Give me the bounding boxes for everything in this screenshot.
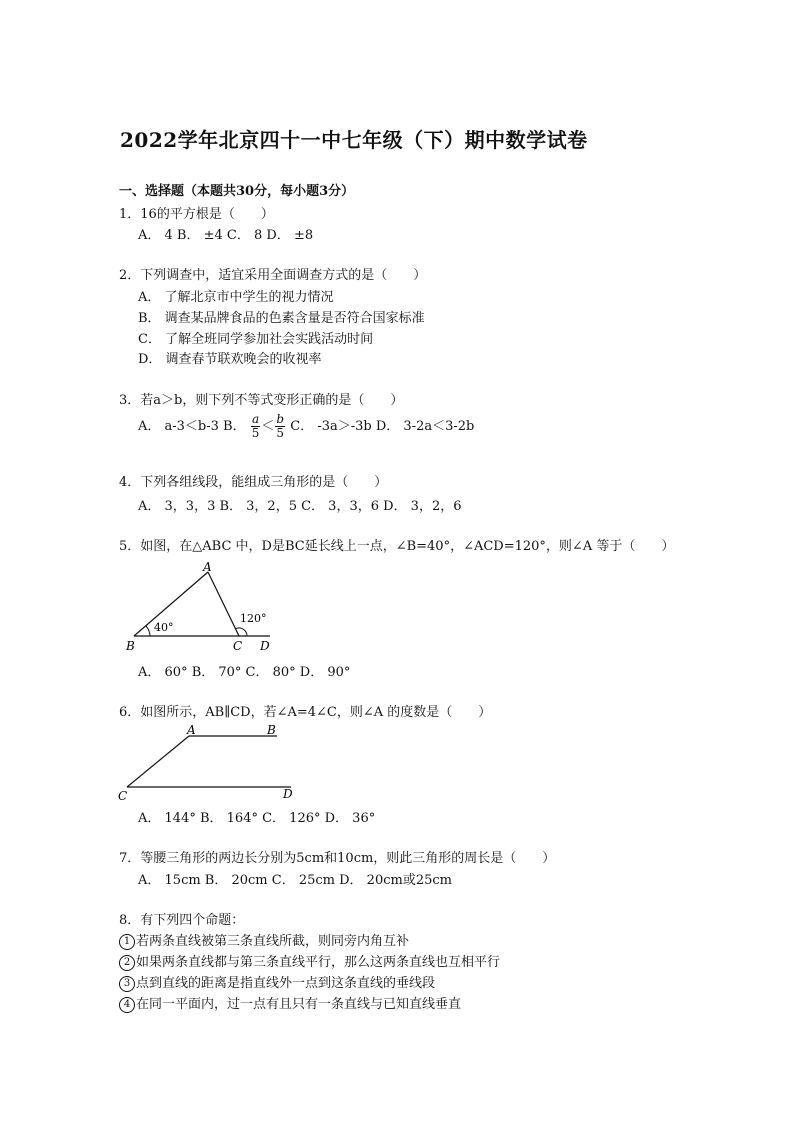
question-7-stem: 7．等腰三角形的两边长分别为5cm和10cm，则此三角形的周长是（ ） <box>119 851 556 866</box>
triangle-figure <box>120 560 280 655</box>
question-2-stem: 2．下列调查中，适宜采用全面调查方式的是（ ） <box>119 268 427 283</box>
question-3-options <box>138 413 474 440</box>
circled-number-3: 3 <box>119 976 135 992</box>
question-8-stem: 8．有下列四个命题： <box>119 913 245 928</box>
question-2-option-c: C． 了解全班同学参加社会实践活动时间 <box>138 332 374 347</box>
question-2-option-a: A． 了解北京市中学生的视力情况 <box>138 290 334 305</box>
question-5-options: A． 60° B． 70° C． 80° D． 90° <box>138 665 351 680</box>
proposition-3: 3 点到直线的距离是指直线外一点到这条直线的垂线段 <box>119 972 435 992</box>
proposition-4: 4 在同一平面内，过一点有且只有一条直线与已知直线垂直 <box>119 993 461 1013</box>
question-5-stem: 5．如图，在△ABC 中，D是BC延长线上一点，∠B=40°，∠ACD=120°，则∠A 等于（ ） <box>119 539 675 554</box>
section-heading: 一、选择题（本题共30分，每小题3分） <box>119 184 355 199</box>
fraction-b-over-5: $\frac{b}{5}$ <box>276 412 285 440</box>
point-d-label: D <box>283 787 293 801</box>
vertex-b-label: B <box>126 639 135 653</box>
proposition-2: 2 如果两条直线都与第三条直线平行，那么这两条直线也互相平行 <box>119 951 500 971</box>
question-6-options: A． 144° B． 164° C． 126° D． 36° <box>138 811 376 826</box>
question-3-stem: 3．若a＞b，则下列不等式变形正确的是（ ） <box>119 393 404 408</box>
question-3-option-rest: C． -3a＞-3b D． 3-2a＜3-2b <box>290 419 475 434</box>
question-2-option-b: B． 调查某品牌食品的色素含量是否符合国家标准 <box>138 311 425 326</box>
vertex-c-label: C <box>233 639 243 653</box>
less-than-sign: ＜ <box>261 419 275 434</box>
point-a-label: A <box>187 723 196 737</box>
question-4-stem: 4．下列各组线段，能组成三角形的是（ ） <box>119 475 388 490</box>
circled-number-4: 4 <box>119 997 135 1013</box>
question-1-stem: 1．16的平方根是（ ） <box>119 207 274 222</box>
question-6-stem: 6．如图所示，AB∥CD，若∠A=4∠C，则∠A 的度数是（ ） <box>119 705 492 720</box>
point-c-label: C <box>118 789 128 803</box>
fraction-a-over-5: $\frac{a}{5}$ <box>251 412 260 440</box>
vertex-d-label: D <box>260 639 270 653</box>
vertex-a-label: A <box>203 560 212 574</box>
question-4-options: A． 3，3，3 B． 3，2，5 C． 3，3，6 D． 3，2，6 <box>138 499 462 514</box>
page-title: 2022学年北京四十一中七年级（下）期中数学试卷 <box>120 128 588 152</box>
point-b-label: B <box>267 723 276 737</box>
question-1-options: A． 4 B． ±4 C． 8 D． ±8 <box>138 228 314 243</box>
circled-number-1: 1 <box>119 934 135 950</box>
parallel-lines-figure <box>115 722 300 804</box>
circled-number-2: 2 <box>119 955 135 971</box>
angle-b-label: 40° <box>154 621 174 634</box>
question-7-options: A． 15cm B． 20cm C． 25cm D． 20cm或25cm <box>138 873 452 888</box>
question-2-option-d: D． 调查春节联欢晚会的收视率 <box>138 352 322 367</box>
angle-acd-label: 120° <box>240 612 267 625</box>
proposition-1: 1 若两条直线被第三条直线所截，则同旁内角互补 <box>119 930 409 950</box>
question-3-option-a: A． a-3＜b-3 B． <box>138 419 246 434</box>
